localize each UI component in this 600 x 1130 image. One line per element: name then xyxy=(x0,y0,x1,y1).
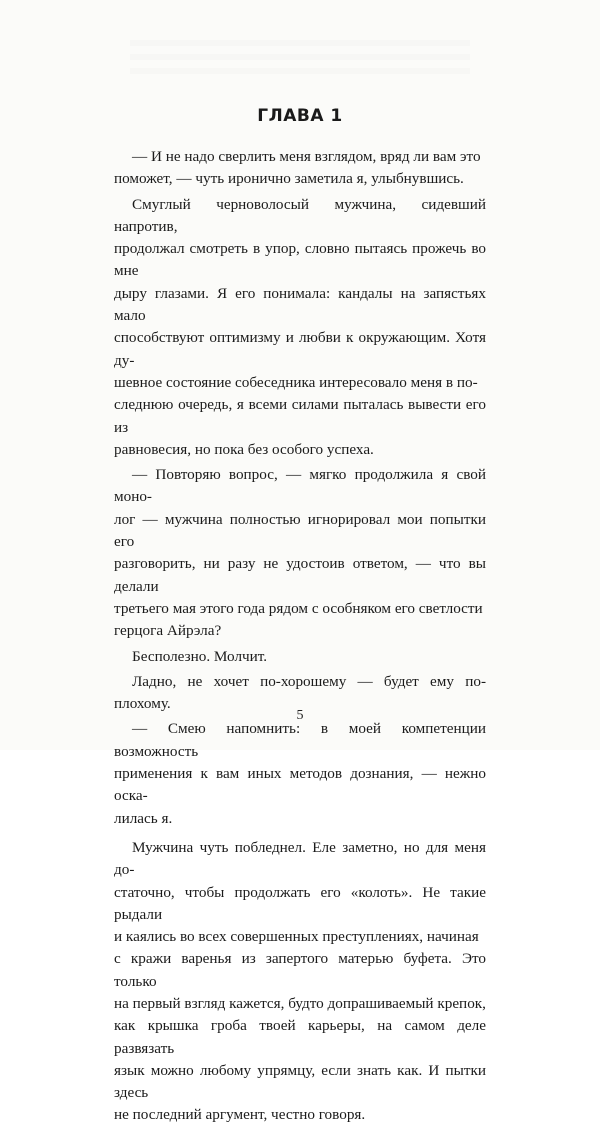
body-text xyxy=(114,146,486,1130)
paragraph-3: — Повторяю вопрос, — мягко продолжила я свой моно- лог — мужчина полностью игнорировал мои попытки его разговорить, ни разу не удостоив ответом, — что вы делали третьего мая этого года рядом с особняком его светлости герцога Айрэла? xyxy=(114,466,486,640)
paragraph-4: Бесполезно. Молчит. xyxy=(132,647,268,665)
paragraph-5: Ладно, не хочет по-хорошему — будет ему по-плохому. xyxy=(114,672,486,713)
paragraph-2: Смуглый черноволосый мужчина, сидевший напротив, продолжал смотреть в упор, словно пытаясь прожечь во мне дыру глазами. Я его понимала: кандалы на запястьях мало способствуют оптимизму и любви к окружающим. Хотя ду- шевное состояние собеседника интересовало меня в по- следнюю очередь, я всеми силами пыталась вывести его из равновесия, но пока без особого успеха. xyxy=(114,195,486,458)
page-number: 5 xyxy=(296,708,304,723)
paragraph-7: Мужчина чуть побледнел. Еле заметно, но для меня до- статочно, чтобы продолжать его «колоть». Не такие рыдали и каялись во всех совершенных преступлениях, начиная с кражи варенья из запертого матерью буфета. Это только на первый взгляд кажется, будто допрашиваемый крепок, как крышка гроба твоей карьеры, на самом деле развязать язык можно любому упрямцу, если знать как. И пытки здесь не последний аргумент, честно говоря. xyxy=(114,838,486,1124)
show-through-texture xyxy=(130,40,470,80)
paragraph-1: — И не надо сверлить меня взглядом, вряд ли вам это поможет, — чуть иронично заметила я, улыбнувшись. xyxy=(114,148,481,188)
paragraph-6: — Смею напомнить: в моей компетенции возможность применения к вам иных методов дознания, — нежно оска- лилась я. xyxy=(114,720,486,827)
chapter-title: ГЛАВА 1 xyxy=(257,106,343,126)
